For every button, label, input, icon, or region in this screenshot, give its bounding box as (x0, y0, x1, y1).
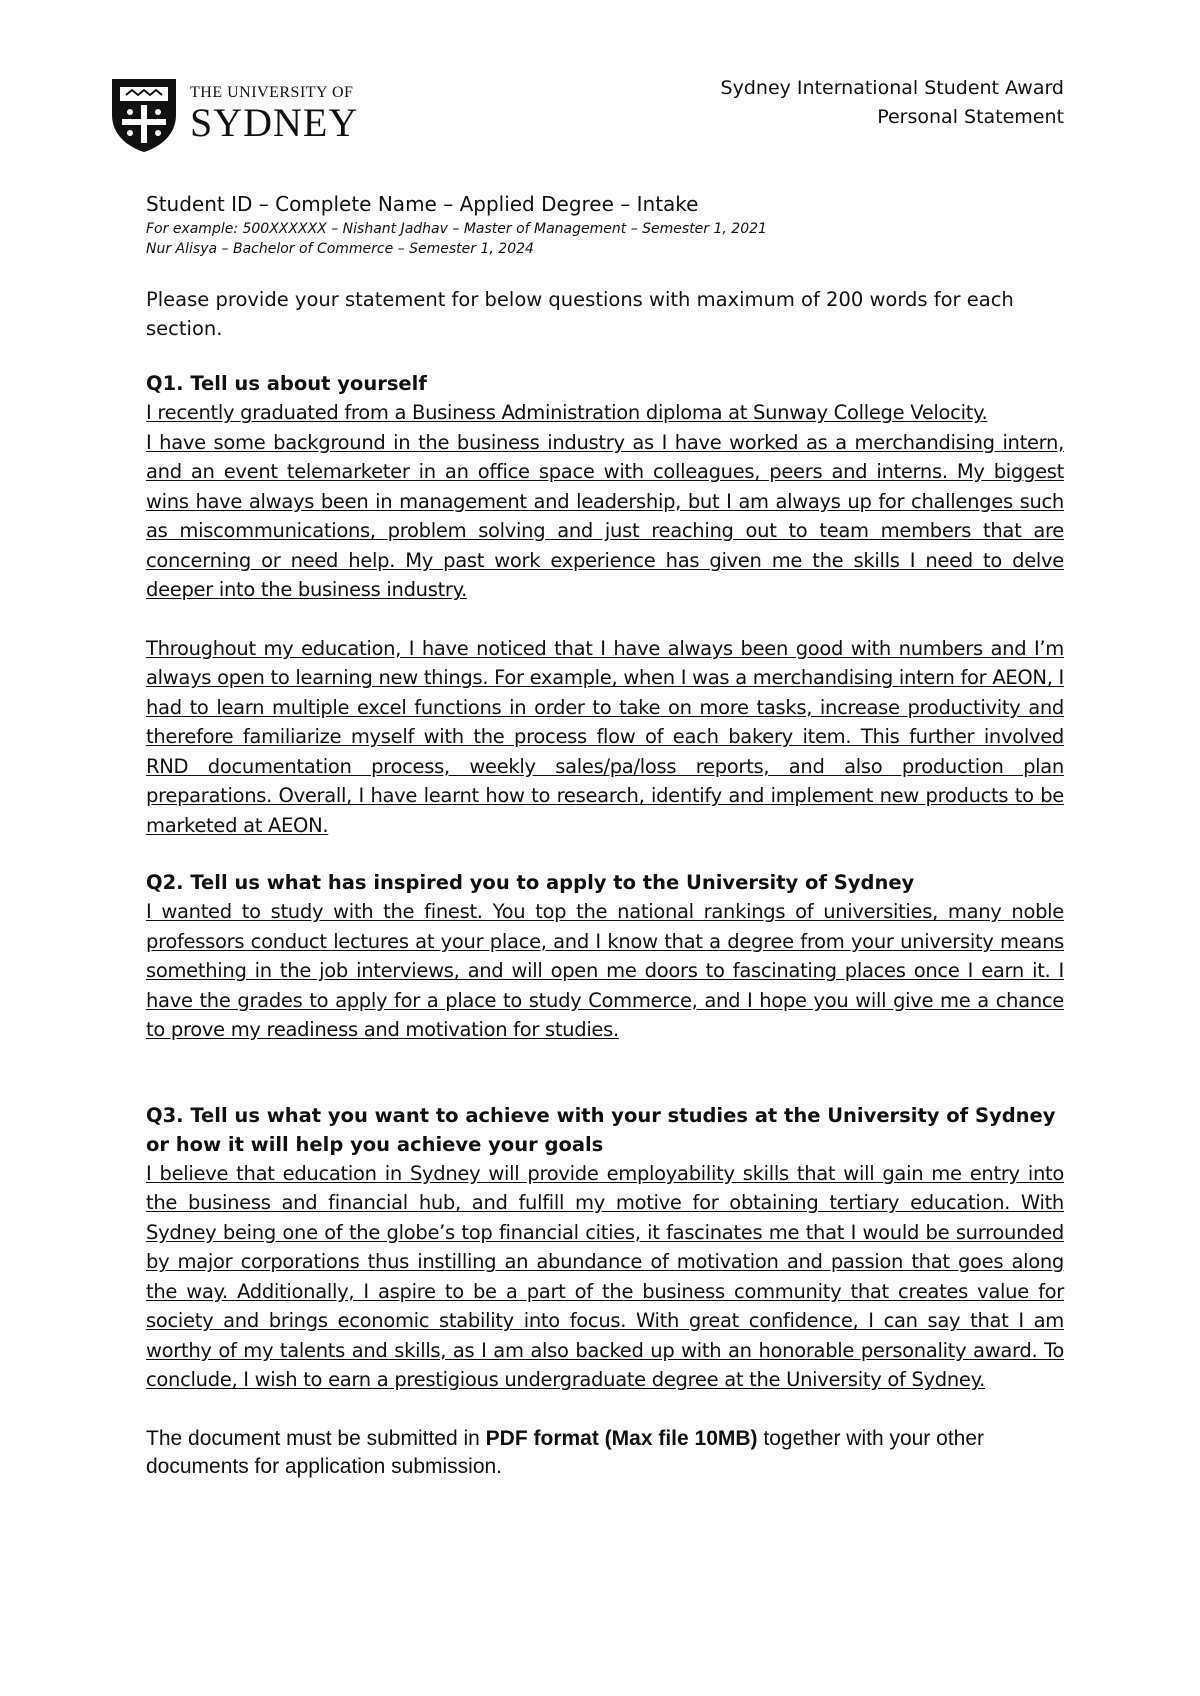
question-2-section (146, 868, 1064, 1045)
document-type: Personal Statement (877, 106, 1064, 128)
question-1-paragraph-2: I have some background in the business industry as I have worked as a merchandising intern, and an event telemarketer in an office space with colleagues, peers and interns. My biggest wins have always been in management and leadership, but I am always up for challenges such as miscommunications, problem solving and just reaching out to team members that are concerning or need help. My past work experience has given me the skills I need to delve deeper into the business industry. (146, 430, 1064, 601)
question-1-heading: Q1. Tell us about yourself (146, 372, 427, 395)
identity-entry-line: Nur Alisya – Bachelor of Commerce – Semester 1, 2024 (146, 241, 534, 257)
submission-note (146, 1425, 1064, 1481)
paragraph-gap (146, 605, 1064, 634)
identity-heading: Student ID – Complete Name – Applied Degree – Intake (146, 192, 699, 216)
submission-note-end: together with your other documents for application submission. (146, 1426, 985, 1478)
logo-line-1: THE UNIVERSITY OF (190, 84, 354, 101)
award-title: Sydney International Student Award (720, 77, 1064, 99)
question-1-section (146, 369, 1064, 840)
question-3-paragraph: I believe that education in Sydney will provide employability skills that will gain me entry into the business and financial hub, and fulfill my motive for obtaining tertiary education. With Sydney being one of the globe’s top financial cities, it fascinates me that I would be surrounded by major corporations thus instilling an abundance of motivation and passion that goes along the way. Additionally, I aspire to be a part of the business community that creates value for society and brings economic stability into focus. With great confidence, I can say that I am worthy of my talents and skills, as I am also backed up with an honorable personality award. To conclude, I wish to earn a prestigious undergraduate degree at the University of Sydney. (146, 1161, 1064, 1391)
document-header (721, 74, 1064, 132)
identity-example (146, 219, 1064, 259)
instructions: Please provide your statement for below questions with maximum of 200 words for each section. (146, 288, 1014, 340)
question-2-heading: Q2. Tell us what has inspired you to apply to the University of Sydney (146, 871, 915, 894)
question-3-heading: Q3. Tell us what you want to achieve with your studies at the University of Sydney or how it will help you achieve your goals (146, 1103, 1056, 1156)
university-crest-icon (110, 75, 178, 153)
university-logo (110, 75, 358, 153)
logo-line-2: SYDNEY (190, 100, 359, 145)
question-1-paragraph-1: I recently graduated from a Business Administration diploma at Sunway College Velocity. (146, 401, 988, 424)
question-3-section (146, 1101, 1064, 1395)
document-body (146, 192, 1064, 1502)
submission-format: PDF format (Max file 10MB) (485, 1426, 758, 1450)
submission-note-start: The document must be submitted in (146, 1426, 486, 1450)
logo-wordmark (190, 85, 358, 143)
question-2-paragraph: I wanted to study with the finest. You top the national rankings of universities, many noble professors conduct lectures at your place, and I know that a degree from your university means something in the job interviews, and will open me doors to fascinating places once I earn it. I have the grades to apply for a place to study Commerce, and I hope you will give me a chance to prove my readiness and motivation for studies. (146, 900, 1064, 1041)
question-1-paragraph-3: Throughout my education, I have noticed that I have always been good with numbers and I’m always open to learning new things. For example, when I was a merchandising intern for AEON, I had to learn multiple excel functions in order to take on more tasks, increase productivity and therefore familiarize myself with the process flow of each bakery item. This further involved RND documentation process, weekly sales/pa/loss reports, and also production plan preparations. Overall, I have learnt how to research, identify and implement new products to be marketed at AEON. (146, 636, 1064, 837)
identity-example-line: For example: 500XXXXXX – Nishant Jadhav – Master of Management – Semester 1, 2021 (146, 221, 767, 237)
